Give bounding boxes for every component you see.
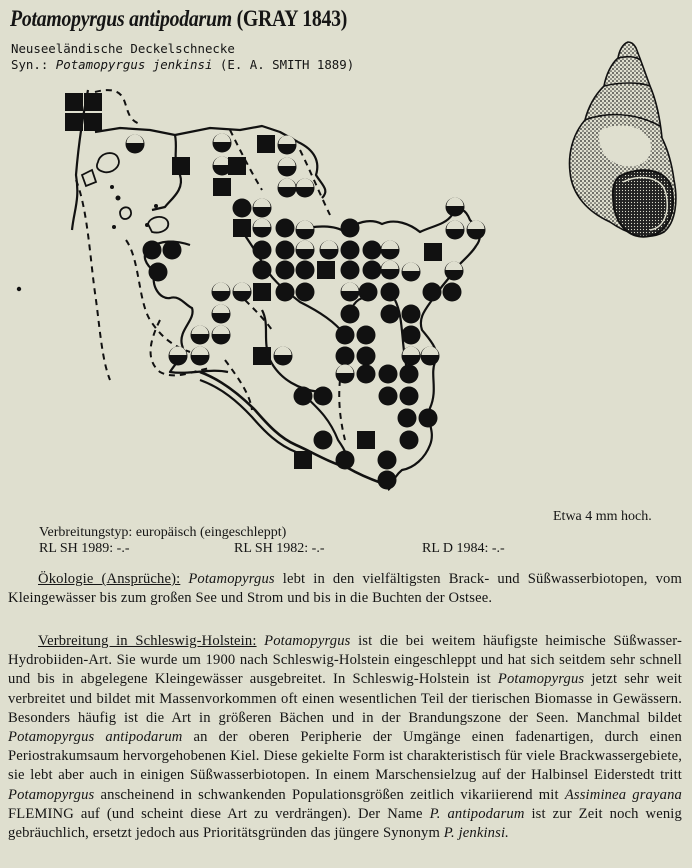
marker-circle-full (400, 365, 419, 384)
distribution-text: jetzt sehr weit verbreitet und bildet mit Massenvorkommen oft einen wesentlichen Teil der tierischen Biomasse in Gewässern. Besonders häufig ist die Art in größeren Bächen und in der Brandungszone der Seen. Manchmal bildet (8, 671, 682, 726)
marker-circle-full (336, 326, 355, 345)
marker-circle-full (336, 451, 355, 470)
marker-square (357, 431, 375, 449)
distribution-heading: Verbreitung in Schleswig-Holstein: (38, 633, 257, 649)
marker-half-fill (337, 365, 354, 374)
distribution-text: an der oberen Peripherie der Umgänge einen fadenartigen, durch einen Periostrakumsaum hervorgehobenen Kiel. Diese gekielte Form ist charakteristisch für viele Brackwassergebiete, sie lebt aber auch in einigen Süßwasserbiotopen. In einem Marschensielzug auf der Halbinsel Eiderstedt tritt (8, 729, 682, 784)
ecology-heading: Ökologie (Ansprüche): (38, 571, 181, 587)
marker-circle-full (341, 305, 360, 324)
marker-half-fill (213, 283, 230, 292)
marker-circle-full (402, 305, 421, 324)
synonym-label: Syn.: (11, 57, 49, 72)
size-caption: Etwa 4 mm hoch. (553, 509, 652, 524)
marker-circle-full (276, 261, 295, 280)
marker-half-fill (275, 347, 292, 356)
marker-half-fill (382, 261, 399, 270)
red-list-sh-1982: RL SH 1982: -.- (234, 541, 325, 556)
marker-half-fill (342, 283, 359, 292)
marker-circle-full (359, 283, 378, 302)
species-title (10, 6, 347, 32)
marker-circle-full (378, 471, 397, 490)
distribution-text: ist die bei weitem häufigste heimische Süßwasser-Hydrobiiden-Art. Sie wurde um 1900 nach Schleswig-Holstein eingeschleppt und hat sich seitdem sehr schnell und bis in abgelegene Kleingewässer ausgebreitet. In Schleswig-Holstein ist (8, 633, 682, 688)
distribution-text: FLEMING auf (und scheint diese Art zu verdrängen). Der Name (8, 805, 423, 822)
marker-square (253, 347, 271, 365)
distribution-text: anscheinend in schwankenden Populationsgrößen zeitlich vikariierend mit (100, 786, 559, 803)
synonym-abbrev: P. jenkinsi. (443, 825, 509, 842)
marker-circle-full (357, 326, 376, 345)
marker-circle-full (294, 387, 313, 406)
snail-shell-illustration (0, 0, 692, 260)
genus-name: Potamopyrgus (8, 786, 95, 803)
marker-circle-full (419, 409, 438, 428)
marker-square (317, 261, 335, 279)
marker-circle-full (314, 431, 333, 450)
marker-circle-full (398, 409, 417, 428)
marker-circle-full (443, 283, 462, 302)
species-name-inline: Potamopyrgus antipodarum (8, 729, 183, 746)
marker-circle-full (149, 263, 168, 282)
marker-half-fill (234, 283, 251, 292)
synonym-line (11, 57, 354, 72)
marker-circle-full (378, 451, 397, 470)
marker-circle-full (381, 305, 400, 324)
marker-half-fill (422, 347, 439, 356)
red-list-sh-1989: RL SH 1989: -.- (39, 541, 130, 556)
marker-square (294, 451, 312, 469)
marker-circle-full (296, 261, 315, 280)
ecology-text: lebt in den vielfältigsten Brack- und Süßwasserbiotopen, vom Kleingewässer bis zum großen See und Strom und bis in die Buchten der Ostsee. (8, 571, 682, 607)
synonym-author: (E. A. SMITH 1889) (219, 57, 355, 72)
marker-circle-full (400, 387, 419, 406)
assiminea-name: Assiminea grayana (564, 786, 682, 803)
marker-circle-full (379, 387, 398, 406)
distribution-type: Verbreitungstyp: europäisch (eingeschleppt) (39, 525, 287, 540)
genus-name: Potamopyrgus (497, 671, 585, 688)
marker-half-fill (192, 347, 209, 356)
marker-half-fill (213, 305, 230, 314)
ecology-paragraph (8, 570, 682, 608)
marker-circle-full (253, 261, 272, 280)
marker-circle-full (363, 261, 382, 280)
marker-circle-full (402, 326, 421, 345)
red-list-d-1984: RL D 1984: -.- (422, 541, 505, 556)
species-author: (GRAY 1843) (236, 6, 348, 31)
marker-half-fill (192, 326, 209, 335)
marker-circle-full (341, 261, 360, 280)
marker-half-fill (403, 263, 420, 272)
species-abbrev: P. antipodarum (429, 805, 525, 822)
marker-square (253, 283, 271, 301)
genus-name: Potamopyrgus (188, 571, 275, 587)
marker-circle-full (336, 347, 355, 366)
marker-circle-full (400, 431, 419, 450)
marker-circle-full (296, 283, 315, 302)
marker-circle-full (276, 283, 295, 302)
distribution-paragraph (8, 632, 682, 843)
marker-circle-full (381, 283, 400, 302)
marker-circle-full (357, 365, 376, 384)
marker-half-fill (170, 347, 187, 356)
common-name: Neuseeländische Deckelschnecke (11, 41, 235, 56)
marker-circle-full (379, 365, 398, 384)
distribution-text: ist zur Zeit noch wenig gebräuchlich, ersetzt jedoch aus Prioritätsgründen das jüngere Synonym (8, 805, 682, 842)
synonym-name: Potamopyrgus jenkinsi (55, 57, 213, 72)
species-name: Potamopyrgus antipodarum (10, 6, 232, 31)
marker-half-fill (403, 347, 420, 356)
marker-circle-full (423, 283, 442, 302)
marker-circle-full (314, 387, 333, 406)
marker-circle-full (357, 347, 376, 366)
marker-half-fill (213, 326, 230, 335)
genus-name: Potamopyrgus (264, 633, 351, 649)
